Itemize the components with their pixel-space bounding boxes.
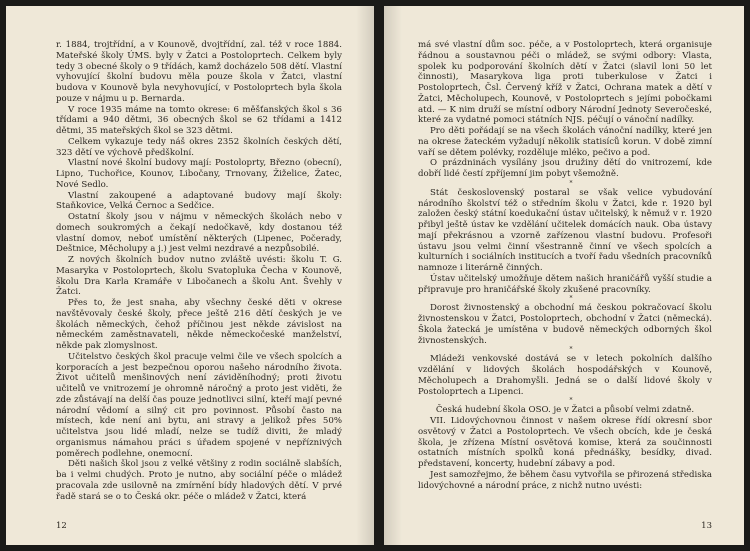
paragraph: Pro děti pořádají se na všech školách vánoční nadílky, které jen na okrese žateckém vyžadují několik statisíců korun. V době zimní vaří se dětem polévky, rozděluje mléko, pečivo a pod.: [418, 126, 712, 158]
paragraph: Mládeži venkovské dostává se v letech pokolních dalšího vzdělání v lidových školách hospodářských v Kounově, Měcholupech a Drahomyšli. Jedná se o další lidové školy v Postoloprtech a Lipenci.: [418, 354, 712, 397]
paragraph: Děti našich škol jsou z velké většiny z rodin sociálně slabších, ba i velmi chudých. Proto je nutno, aby sociální péče o mládež pracovala zde usilovně na zmírnění bídy hladových dětí. V prvé řadě stará se o to Česká okr. péče o mládež v Žatci, která: [56, 459, 342, 502]
section-separator: *: [569, 295, 573, 303]
gutter-shadow: [384, 6, 402, 545]
paragraph: Vlastní zakoupené a adaptované budovy mají školy: Staňkovice, Velká Černoc a Sedčice.: [56, 190, 342, 212]
left-page: [6, 6, 374, 545]
paragraph: Vlastní nové školní budovy mají: Postoloprty, Březno (obecní), Lipno, Tuchořice, Kounov, Libočany, Trnovany, Žiželice, Žatec, Nové Sedlo.: [56, 158, 342, 190]
paragraph: Dorost živnostenský a obchodní má českou pokračovací školu živnostenskou v Žatci, Postoloprtech, obchodní v Žatci (německá). Škola žatecká je umístěna v budově německých odborných škol živnostenských.: [418, 303, 712, 346]
paragraph: V roce 1935 máme na tomto okrese: 6 měšťanských škol s 36 třídami a 940 dětmi, 36 obecných škol se 62 třídami a 1412 dětmi, 35 mateřských škol se 323 dětmi.: [56, 104, 342, 136]
paragraph: O prázdninách vysílány jsou družiny dětí do vnitrozemí, kde dobří lidé čestí zpříjemní jim pobyt všemožně.: [418, 158, 712, 179]
paragraph: Jest samozřejmo, že během času vytvořila se přirozená střediska lidovýchovné a národní práce, z nichž nutno uvésti:: [418, 469, 712, 491]
right-page-text: [418, 40, 712, 491]
section-separator: *: [569, 346, 573, 354]
section-separator: *: [569, 397, 573, 405]
paragraph: Česká hudební škola OSO. je v Žatci a působí velmi zdatně.: [435, 405, 695, 416]
paragraph: Celkem vykazuje tedy náš okres 2352 školních českých dětí, 323 dětí ve výchově předškolní.: [56, 136, 342, 158]
paragraph: r. 1884, trojtřídní, a v Kounově, dvojtřídní, zal. též v roce 1884. Mateřské školy ÚMS. byly v Žatci a Postoloprtech. Celkem byly tedy 3 obecné školy o 9 třídách, kamž docházelo 508 dětí. Vlastní vyhovující školní budovu měla pouze škola v Žatci, vlastní budova v Kounově byla nevyhovující, v Postoloprtech byla škola pouze v nájmu u p. Bernarda.: [56, 40, 342, 104]
paragraph: Ústav učitelský umožňuje dětem našich hraničářů vyšší studie a připravuje pro hraničářské školy zkušené pracovníky.: [418, 273, 712, 295]
paragraph: VII. Lidovýchovnou činnost v našem okrese řídí okresní sbor osvětový v Žatci a Postoloprtech. Ve všech obcích, kde je česká škola, je zřízena Místní osvětová komise, která za součinnosti ostatních místních spolků koná přednášky, besídky, divad. představení, koncerty, hudební zábavy a pod.: [418, 416, 712, 469]
right-page: [384, 6, 744, 545]
page-number: 13: [701, 521, 712, 531]
paragraph: Učitelstvo českých škol pracuje velmi čile ve všech spolcích a korporacích a jest bezpečnou oporou našeho národního života. Život učitelů menšinových není záviděníhodný; proti životu učitelů ve vnitrozemí je ohromně náročný a proto jest viděti, že zde zůstávají na delší čas pouze jednotlivci silní, kteří mají pevné národní vědomí a silný cit pro povinnost. Působí často na místech, kde není ani bytu, ani stravy a jelikož přes 50% učitelstva jsou lidé mladí, nelze se tudíž diviti, že mladý organismus námahou práci s úřadem spojené v nepříznivých poměrech podlehne, onemocní.: [56, 351, 342, 459]
paragraph: Stát československý postaral se však velice vybudování národního školství též o středním školu v Žatci, kde r. 1920 byl založen český státní koedukační ústav učitelský, k němuž v r. 1920 přibyl ještě ústav ke vzdělání učitelek domácích nauk. Oba ústavy mají překrásnou a vzorně zařízenou vlastní budovu. Profesoři ústavu jsou velmi činní všestranně činní ve všech spolcích a kulturních i sociálních institucích a tvoří řadu všedních pracovníků namnoze i literárně činných.: [418, 187, 712, 273]
paragraph: Ostatní školy jsou v nájmu v německých školách nebo v domech soukromých a čekají nedočkavě, kdy dostanou též vlastní domov, neboť umístění některých (Lipenec, Počerady, Deštnice, Měcholupy a j.) jest velmi nezdravé a nezpůsobilé.: [56, 212, 342, 255]
paragraph: Z nových školních budov nutno zvláště uvésti: školu T. G. Masaryka v Postoloprtech, školu Svatopluka Čecha v Kounově, školu Dra Karla Kramáře v Libočanech a školu Ant. Švehly v Žatci.: [56, 255, 342, 298]
left-page-text: [56, 40, 342, 502]
section-separator: *: [569, 179, 573, 187]
paragraph: Přes to, že jest snaha, aby všechny české děti v okrese navštěvovaly české školy, přece ještě 216 dětí českých je ve školách německých, čehož příčinou jest někde závislost na německém zaměstnavateli, někde německočeské manželství, někde pak zlomyslnost.: [56, 298, 342, 351]
paragraph: má své vlastní dům soc. péče, a v Postoloprtech, která organisuje řádnou a soustavnou péči o mládež, se svými odbory: Vlasta, spolek ku podporování školních dětí v Žatci (slavil loni 50 let činnosti), Masarykova liga proti tuberkulose v Žatci i Postoloprtech, Čsl. Červený kříž v Žatci, Ochrana matek a dětí v Žatci, Měcholupech, Kounově, v Postoloprtech s jejími pobočkami atd. — K nim druží se místní odbory Národní Jednoty Severočeské, které za vydatné pomoci státních NJS. péčují o vánoční nadílky.: [418, 40, 712, 126]
page-number: 12: [56, 521, 67, 531]
gutter-shadow: [356, 6, 374, 545]
